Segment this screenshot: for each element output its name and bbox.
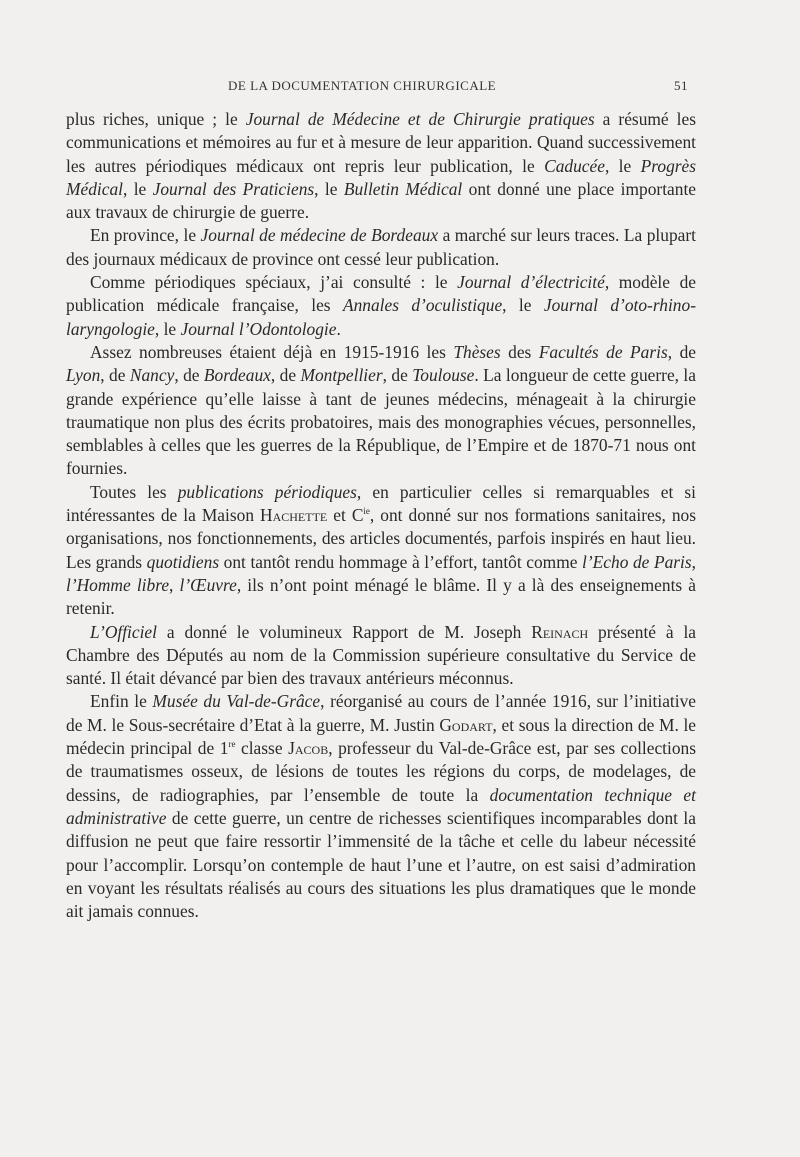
page-number: 51	[674, 78, 688, 93]
paragraph-5: Toutes les publications périodiques, en particulier celles si remarquables et si intéressantes de la Maison Hachette et $C^{ie}$, ont donné sur nos formations sanitaires, nos organisations, nos fonctionnements, des articles documentés, parfois inspirés en haut lieu. Les grands quotidiens ont tantôt rendu hommage à l’effort, tantôt comme l’Echo de Paris, l’Homme libre, l’Œuvre, ils n’ont point ménagé le blâme. Il y a là des enseignements à retenir.	[66, 481, 697, 619]
running-title: DE LA DOCUMENTATION CHIRURGICALE	[228, 78, 497, 93]
paragraph-1: plus riches, unique ; le Journal de Médecine et de Chirurgie pratiques a résumé les communications et mémoires au fur et à mesure de leur apparition. Quand successivement les autres périodiques médicaux ont repris leur publication, le Caducée, le Progrès Médical, le Journal des Praticiens, le Bulletin Médical ont donné une place importante aux travaux de chirurgie de guerre.	[66, 109, 697, 223]
paragraph-6: L’Officiel a donné le volumineux Rapport de M. Joseph Reinach présenté à la Chambre des Députés au nom de la Commission supérieure consultative du Service de santé. Il était dévancé par bien des travaux antérieurs méconnus.	[66, 621, 696, 689]
paragraph-7: Enfin le Musée du Val-de-Grâce, réorganisé au cours de l’année 1916, sur l’initiative de M. le Sous-secrétaire d’Etat à la guerre, M. Justin Godart, et sous la direction de M. le médecin principal de 1re classe Jacob, professeur du Val-de-Grâce est, par ses collections de traumatismes osseux, de lésions de toutes les régions du corps, de modelages, de dessins, de radiographies, par l’ensemble de toute la documentation technique et administrative de cette guerre, un centre de richesses scientifiques incomparables dont la diffusion ne peut que faire ressortir l’immensité de la tâche et celle du labeur nécessité pour l’accomplir. Lorsqu’on contemple de haut l’une et l’autre, on est saisi d’admiration en voyant les résultats réalisés au cours des situations les plus dramatiques que le monde ait jamais connues.	[66, 691, 697, 922]
paragraph-3: Comme périodiques spéciaux, j’ai consulté : le Journal d’électricité, modèle de publication médicale française, les Annales d’oculistique, le Journal d’oto-rhino-laryngologie, le Journal l’Odontologie.	[66, 272, 696, 339]
body-text	[66, 108, 696, 923]
paragraph-4: Assez nombreuses étaient déjà en 1915-1916 les Thèses des Facultés de Paris, de Lyon, de Nancy, de Bordeaux, de Montpellier, de Toulouse. La longueur de cette guerre, la grande expérience qu’elle laisse à tant de jeunes médecins, ménageait à la chirurgie traumatique non plus des écrits probatoires, mais des monographies vécues, personnelles, semblables à celles que les guerres de la République, de l’Empire et de 1870-71 nous ont fournies.	[66, 341, 696, 479]
paragraph-2: En province, le Journal de médecine de Bordeaux a marché sur leurs traces. La plupart des journaux médicaux de province ont cessé leur publication.	[66, 225, 696, 269]
page-header	[228, 78, 688, 94]
